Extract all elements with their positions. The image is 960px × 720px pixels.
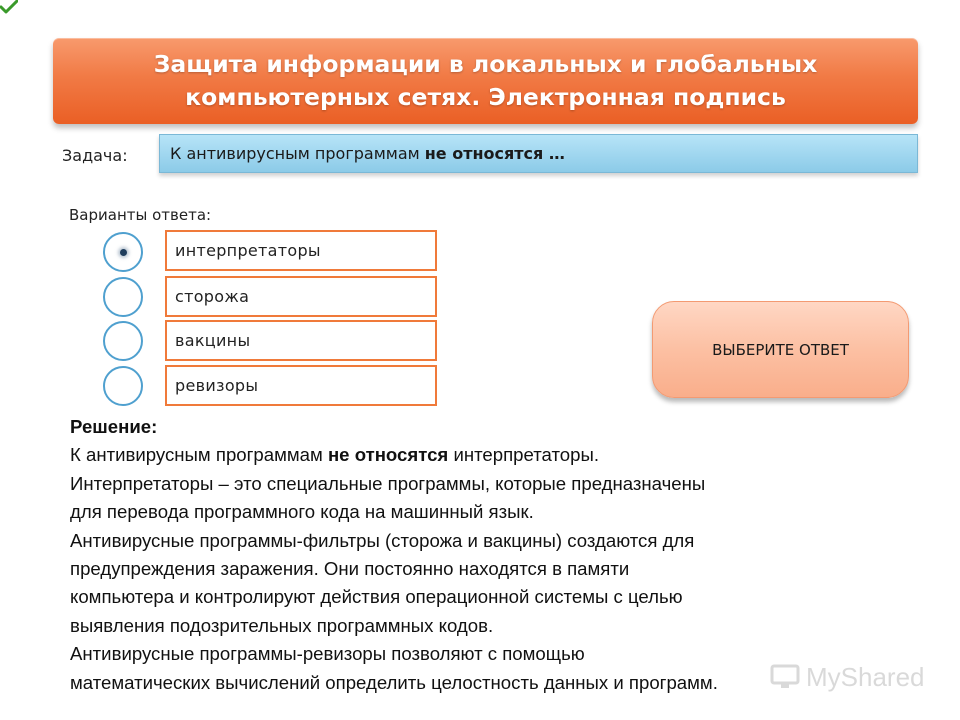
solution-line-2: Интерпретаторы – это специальные программы, которые предназначены	[70, 472, 706, 494]
select-answer-button[interactable]: ВЫБЕРИТЕ ОТВЕТ	[652, 301, 909, 398]
option-radio-4[interactable]	[103, 366, 143, 406]
radio-selected-dot	[120, 249, 127, 256]
solution-text	[70, 413, 930, 697]
option-radio-3[interactable]	[103, 321, 143, 361]
monitor-icon	[770, 664, 800, 690]
task-box	[159, 134, 918, 173]
option-4[interactable]: ревизоры	[165, 365, 437, 406]
solution-heading: Решение:	[70, 416, 158, 437]
task-text: К антивирусным программам	[170, 144, 420, 163]
solution-line-8: Антивирусные программы-ревизоры позволяют с помощью	[70, 643, 585, 665]
solution-line-7: выявления подозрительных программных кодов.	[70, 614, 494, 636]
task-text-bold: не относятся …	[424, 144, 565, 163]
solution-line-1	[70, 441, 930, 469]
solution-line-6: компьютера и контролируют действия операционной системы с целью	[70, 586, 683, 608]
solution-line-3: для перевода программного кода на машинный язык.	[70, 501, 534, 523]
option-1[interactable]: интерпретаторы	[165, 230, 437, 271]
title-banner	[53, 38, 918, 124]
options-label: Варианты ответа:	[69, 206, 212, 224]
watermark-text: MyShared	[806, 661, 925, 692]
option-2[interactable]: сторожа	[165, 276, 437, 317]
solution-line-1-a: К антивирусным программам	[70, 444, 328, 466]
page-title: Защита информации в локальных и глобальных компьютерных сетях. Электронная подпись	[153, 50, 818, 111]
solution-line-1-bold: не относятся	[327, 444, 449, 466]
option-radio-1[interactable]	[103, 232, 143, 272]
solution-line-9: математических вычислений определить целостность данных и программ.	[70, 671, 718, 693]
task-label: Задача:	[62, 146, 128, 165]
watermark	[770, 657, 940, 697]
solution-line-5: предупреждения заражения. Они постоянно находятся в памяти	[70, 558, 630, 580]
solution-line-4: Антивирусные программы-фильтры (сторожа и вакцины) создаются для	[70, 529, 695, 551]
option-3[interactable]: вакцины	[165, 320, 437, 361]
option-radio-2[interactable]	[103, 277, 143, 317]
solution-line-1-b: интерпретаторы.	[448, 444, 599, 466]
check-icon	[0, 0, 18, 14]
